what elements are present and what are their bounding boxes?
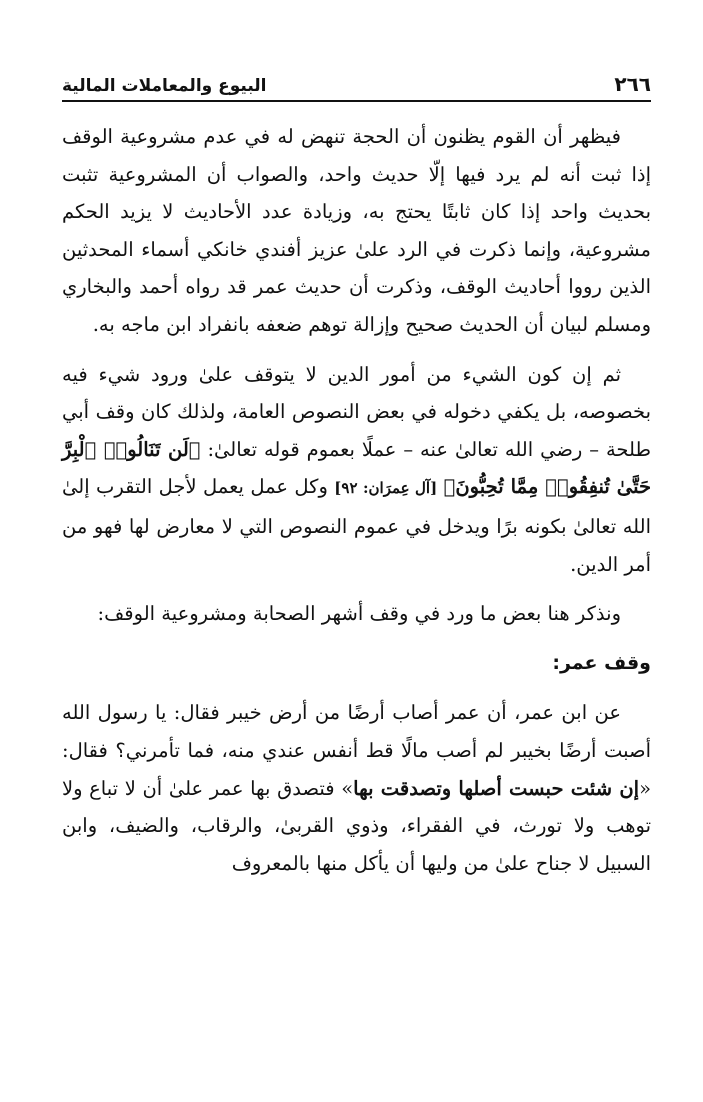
paragraph-4 <box>62 694 651 882</box>
quran-verse: ﴿لَن تَنَالُوا۟ ٱلْبِرَّ حَتَّىٰ تُنفِقُوا۟ مِمَّا تُحِبُّونَ﴾ <box>62 437 652 499</box>
page-number: ٢٦٦ <box>614 72 651 96</box>
running-title: البيوع والمعاملات المالية <box>62 76 267 96</box>
paragraph-2-intro: ثم إن كون الشيء من أمور الدين لا يتوقف علىٰ ورود شيء فيه بخصوصه، بل يكفي دخوله في بعض النصوص العامة، ولذلك كان وقف أبي طلحة – رضي الله تعالىٰ عنه – عملًا بعموم قوله تعالىٰ: <box>62 362 651 461</box>
paragraph-4-intro: عن ابن عمر، أن عمر أصاب أرضًا من أرض خيبر فقال: يا رسول الله أصبت أرضًا بخيبر لم أصب مالًا قط أنفس عندي منه، فما تأمرني؟ فقال: « <box>62 701 651 800</box>
paragraph-2 <box>62 356 651 584</box>
paragraph-2-rest: وكل عمل يعمل لأجل التقرب إلىٰ الله تعالىٰ بكونه برًا ويدخل في عموم النصوص التي لا معارض لها فهو من أمر الدين. <box>62 475 651 576</box>
quran-reference: [آل عِمرَان: ٩٢] <box>334 479 438 498</box>
page-header <box>62 62 651 102</box>
section-heading: وقف عمر: <box>552 651 651 674</box>
paragraph-1: فيظهر أن القوم يظنون أن الحجة تنهض له في عدم مشروعية الوقف إذا ثبت أنه لم يرد فيها إلّا حديث واحد، والصواب أن المشروعية تثبت بحديث واحد إذا كان ثابتًا يحتج به، وزيادة عدد الأحاديث لا يزيد الحكم مشروعية، وإنما ذكرت في الرد علىٰ عزيز أفندي خانكي أسماء المحدثين الذين رووا أحاديث الوقف، وذكرت أن حديث عمر قد رواه أحمد والبخاري ومسلم لبيان أن الحديث صحيح وإزالة توهم ضعفه بانفراد ابن ماجه به. <box>62 125 651 336</box>
body-text <box>62 118 651 894</box>
paragraph-4-rest: » فتصدق بها عمر علىٰ أن لا تباع ولا توهب ولا تورث، في الفقراء، وذوي القربىٰ، والرقاب، والضيف، وابن السبيل لا جناح علىٰ من وليها أن يأكل منها بالمعروف <box>62 776 651 875</box>
hadith-quote: إن شئت حبست أصلها وتصدقت بها <box>353 776 640 800</box>
paragraph-3: ونذكر هنا بعض ما ورد في وقف أشهر الصحابة ومشروعية الوقف: <box>97 602 621 626</box>
